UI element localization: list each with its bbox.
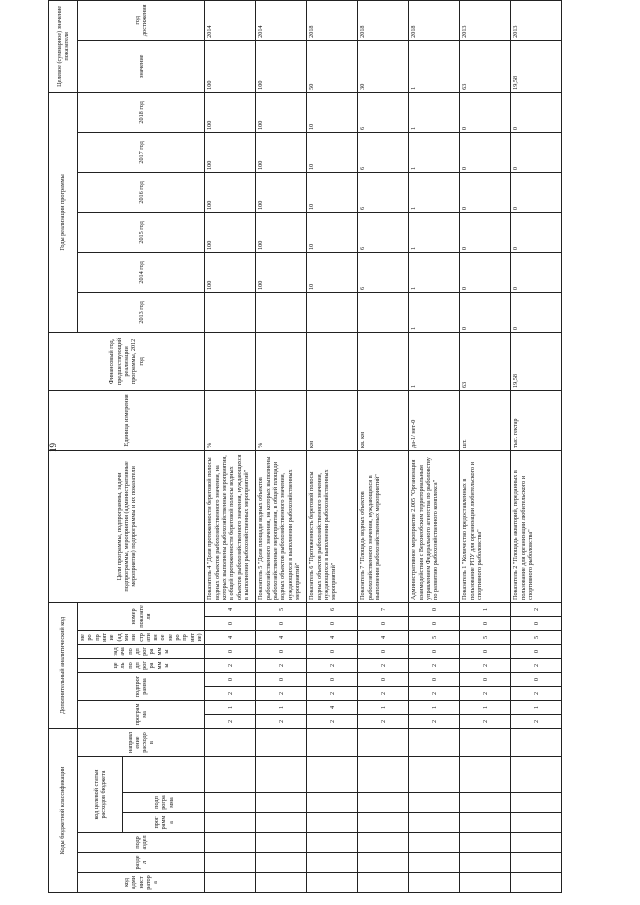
budget-col-direction: направление расходов (78, 728, 205, 756)
analytic-digit-cell: 0 (307, 644, 358, 658)
year-value-cell: 0 (511, 92, 562, 132)
budget-code-cell (307, 873, 358, 893)
analytic-digit-cell: 1 (511, 700, 562, 714)
prev-year-cell (205, 332, 256, 390)
analytic-digit-cell: 5 (511, 630, 562, 644)
year-value-cell: 1 (409, 92, 460, 132)
analytic-digit-cell: 0 (358, 644, 409, 658)
target-value-cell: 1 (409, 40, 460, 92)
analytic-col-indicator: номер показателя (78, 602, 205, 630)
analytic-digit-cell: 2 (256, 714, 307, 728)
analytic-digit-cell: 0 (511, 616, 562, 630)
budget-code-cell (358, 757, 409, 793)
year-value-cell: 6 (358, 252, 409, 292)
analytic-digit-cell: 1 (460, 602, 511, 616)
budget-code-cell (409, 757, 460, 793)
target-value-cell: 100 (256, 40, 307, 92)
target-value-cell: 19,58 (511, 40, 562, 92)
program-indicators-table (48, 0, 562, 893)
budget-col-target-article: код целевой статьи расходов бюджета (78, 757, 123, 833)
year-value-cell: 0 (460, 292, 511, 332)
year-value-cell: 10 (307, 92, 358, 132)
analytic-digit-cell: 1 (358, 700, 409, 714)
year-value-cell: 10 (307, 252, 358, 292)
year-value-cell (205, 292, 256, 332)
year-value-cell (256, 292, 307, 332)
year-value-cell: 100 (205, 212, 256, 252)
budget-code-cell (256, 873, 307, 893)
budget-col-program: программа (123, 813, 205, 833)
year-value-cell: 10 (307, 172, 358, 212)
analytic-digit-cell: 0 (205, 672, 256, 686)
analytic-digit-cell: 2 (511, 602, 562, 616)
budget-col-subprogram: подпрограмма (123, 793, 205, 813)
year-value-cell: 0 (511, 172, 562, 212)
year-value-cell: 100 (205, 172, 256, 212)
budget-code-cell (460, 757, 511, 793)
budget-code-cell (409, 728, 460, 756)
table-row (205, 0, 256, 892)
year-2015-header: 2015 год (78, 212, 205, 252)
budget-col-section: раздел (78, 853, 205, 873)
unit-cell: км (307, 390, 358, 450)
year-value-cell: 0 (511, 132, 562, 172)
page-number: 19 (48, 443, 58, 452)
prev-year-cell: 19,58 (511, 332, 562, 390)
analytic-digit-cell: 2 (358, 658, 409, 672)
unit-header: Единица измерения (49, 390, 205, 450)
budget-code-cell (256, 833, 307, 853)
analytic-digit-cell: 0 (511, 672, 562, 686)
analytic-digit-cell: 5 (256, 602, 307, 616)
analytic-digit-cell: 2 (409, 658, 460, 672)
year-value-cell: 0 (460, 212, 511, 252)
unit-cell: кв. км (358, 390, 409, 450)
target-value-cell: 100 (205, 40, 256, 92)
analytic-digit-cell: 4 (205, 602, 256, 616)
target-year-cell: 2018 (409, 0, 460, 40)
year-value-cell (358, 292, 409, 332)
analytic-digit-cell: 2 (409, 686, 460, 700)
budget-code-cell (511, 757, 562, 793)
budget-code-cell (205, 793, 256, 813)
budget-code-cell (307, 793, 358, 813)
analytic-digit-cell: 0 (256, 672, 307, 686)
indicator-text: Показатель 7 "Площадь водных объектов рыбохозяйственного значения, нуждающихся в выполнении рыбохозяйственных мероприятий" (358, 450, 409, 602)
year-value-cell: 6 (358, 92, 409, 132)
year-value-cell: 10 (307, 132, 358, 172)
budget-code-cell (307, 728, 358, 756)
indicator-text: Показатель 5 "Доля площади водных объектов рыбохозяйственного значения, на которых выполнены рыбохозяйственные мероприятия, в общей площади водных объектов рыбохозяйственного значения, нуждающихся в выполнении рыбохозяйственных мероприятий" (256, 450, 307, 602)
analytic-col-goal: цель подпрограммы (78, 658, 205, 672)
year-value-cell: 1 (409, 172, 460, 212)
budget-code-cell (511, 813, 562, 833)
year-value-cell: 0 (460, 92, 511, 132)
year-2016-header: 2016 год (78, 172, 205, 212)
budget-code-cell (205, 728, 256, 756)
indicator-text: Показатель 6 "Протяженность береговой полосы водных объектов рыбохозяйственного значения, нуждающихся в выполнении рыбохозяйственных мероприятий" (307, 450, 358, 602)
target-value-header: значение (78, 40, 205, 92)
analytic-digit-cell: 0 (409, 616, 460, 630)
analytic-code-header: Дополнительный аналитический код (49, 602, 78, 728)
analytic-digit-cell: 2 (205, 658, 256, 672)
table-row (460, 0, 511, 892)
year-2017-header: 2017 год (78, 132, 205, 172)
analytic-digit-cell: 4 (358, 630, 409, 644)
analytic-digit-cell: 1 (205, 700, 256, 714)
target-value-cell: 50 (307, 40, 358, 92)
analytic-digit-cell: 0 (460, 672, 511, 686)
analytic-digit-cell: 2 (460, 714, 511, 728)
analytic-digit-cell: 0 (409, 602, 460, 616)
budget-code-cell (358, 873, 409, 893)
analytic-digit-cell: 4 (205, 630, 256, 644)
year-value-cell: 100 (256, 172, 307, 212)
analytic-digit-cell: 2 (511, 686, 562, 700)
year-value-cell: 0 (511, 212, 562, 252)
analytic-digit-cell: 2 (511, 658, 562, 672)
year-value-cell: 100 (205, 252, 256, 292)
budget-code-cell (511, 873, 562, 893)
analytic-digit-cell: 0 (460, 644, 511, 658)
table-row (511, 0, 562, 892)
budget-classification-header: Коды бюджетной классификации (49, 728, 78, 892)
indicator-text: Показатель 4 "Доля протяженности береговой полосы водных объектов рыбохозяйственного значения, на которых выполнены рыбохозяйственные мероприятия, в общей протяженности береговой полосы водных объектов рыбохозяйственного значения, нуждающихся в выполнении рыбохозяйственных мероприятий" (205, 450, 256, 602)
unit-cell: да-1/ нет-0 (409, 390, 460, 450)
budget-code-cell (358, 793, 409, 813)
year-value-cell: 0 (511, 252, 562, 292)
budget-col-subsection: подраздел (78, 833, 205, 853)
analytic-digit-cell: 5 (409, 630, 460, 644)
budget-code-cell (256, 793, 307, 813)
indicator-text: Показатель 1 "Количество предоставленных в пользование РПУ для организации любительского и спортивного рыболовства" (460, 450, 511, 602)
budget-code-cell (307, 757, 358, 793)
year-value-cell: 100 (205, 92, 256, 132)
analytic-digit-cell: 0 (358, 672, 409, 686)
target-group-header: Целевое (суммарное) значение показателя (49, 0, 78, 92)
analytic-digit-cell: 2 (460, 686, 511, 700)
analytic-digit-cell: 2 (307, 658, 358, 672)
budget-code-cell (358, 813, 409, 833)
budget-code-cell (256, 757, 307, 793)
analytic-digit-cell: 1 (409, 700, 460, 714)
year-value-cell: 100 (205, 132, 256, 172)
year-value-cell (307, 292, 358, 332)
budget-code-cell (358, 853, 409, 873)
analytic-digit-cell: 4 (307, 700, 358, 714)
budget-code-cell (307, 833, 358, 853)
budget-code-cell (358, 833, 409, 853)
prev-year-cell (307, 332, 358, 390)
budget-code-cell (409, 853, 460, 873)
analytic-digit-cell: 2 (307, 714, 358, 728)
budget-code-cell (256, 853, 307, 873)
analytic-digit-cell: 0 (358, 616, 409, 630)
year-value-cell: 1 (409, 212, 460, 252)
analytic-digit-cell: 5 (460, 630, 511, 644)
year-value-cell: 100 (256, 92, 307, 132)
analytic-digit-cell: 2 (256, 658, 307, 672)
analytic-digit-cell: 0 (307, 672, 358, 686)
budget-code-cell (358, 728, 409, 756)
analytic-digit-cell: 2 (358, 686, 409, 700)
indicator-text: Показатель 2 "Площадь акваторий, переданных в пользование для организации любительского и спортивного рыболовства" (511, 450, 562, 602)
budget-code-cell (460, 793, 511, 813)
budget-code-cell (511, 793, 562, 813)
year-value-cell: 0 (460, 132, 511, 172)
year-value-cell: 0 (511, 292, 562, 332)
unit-cell: % (256, 390, 307, 450)
budget-code-cell (460, 853, 511, 873)
rotated-table-container (48, 4, 616, 893)
budget-code-cell (205, 853, 256, 873)
budget-code-cell (511, 833, 562, 853)
budget-code-cell (409, 873, 460, 893)
year-2013-header: 2013 год (78, 292, 205, 332)
budget-code-cell (205, 757, 256, 793)
budget-code-cell (511, 728, 562, 756)
target-year-cell: 2013 (460, 0, 511, 40)
target-year-cell: 2014 (256, 0, 307, 40)
year-value-cell: 100 (256, 132, 307, 172)
prev-year-cell (358, 332, 409, 390)
analytic-digit-cell: 2 (307, 686, 358, 700)
prev-year-header: Финансовый год, предшествующий реализации программы, 2012 год (49, 332, 205, 390)
budget-code-cell (307, 813, 358, 833)
budget-code-cell (256, 728, 307, 756)
analytic-digit-cell: 6 (307, 602, 358, 616)
target-value-cell: 30 (358, 40, 409, 92)
unit-cell: % (205, 390, 256, 450)
budget-code-cell (307, 853, 358, 873)
analytic-col-program: программа (78, 700, 205, 728)
budget-code-cell (205, 813, 256, 833)
year-value-cell: 100 (256, 212, 307, 252)
budget-code-cell (256, 813, 307, 833)
analytic-digit-cell: 0 (256, 644, 307, 658)
prev-year-cell: 1 (409, 332, 460, 390)
analytic-digit-cell: 0 (409, 672, 460, 686)
analytic-col-event: мероприятие (административное мероприятие) (78, 630, 205, 644)
year-value-cell: 1 (409, 132, 460, 172)
year-value-cell: 0 (460, 252, 511, 292)
analytic-digit-cell: 0 (409, 644, 460, 658)
year-value-cell: 6 (358, 212, 409, 252)
unit-cell: тыс. гектар (511, 390, 562, 450)
analytic-digit-cell: 2 (358, 714, 409, 728)
target-year-header: год достижения (78, 0, 205, 40)
target-year-cell: 2018 (358, 0, 409, 40)
analytic-digit-cell: 2 (511, 714, 562, 728)
table-row (307, 0, 358, 892)
prev-year-cell: 63 (460, 332, 511, 390)
prev-year-cell (256, 332, 307, 390)
analytic-col-task: задача подпрограммы (78, 644, 205, 658)
analytic-digit-cell: 2 (205, 714, 256, 728)
year-value-cell: 10 (307, 212, 358, 252)
target-value-cell: 63 (460, 40, 511, 92)
analytic-digit-cell: 1 (460, 700, 511, 714)
budget-code-cell (409, 833, 460, 853)
budget-code-cell (460, 728, 511, 756)
unit-cell: шт. (460, 390, 511, 450)
budget-col-admin: код администратора (78, 873, 205, 893)
year-value-cell: 6 (358, 132, 409, 172)
budget-code-cell (205, 833, 256, 853)
table-row (256, 0, 307, 892)
target-year-cell: 2018 (307, 0, 358, 40)
analytic-digit-cell: 0 (511, 644, 562, 658)
analytic-digit-cell: 7 (358, 602, 409, 616)
analytic-digit-cell: 2 (409, 714, 460, 728)
target-year-cell: 2014 (205, 0, 256, 40)
years-group-header: Годы реализации программы (49, 92, 78, 332)
year-value-cell: 1 (409, 252, 460, 292)
analytic-digit-cell: 1 (256, 700, 307, 714)
budget-code-cell (460, 833, 511, 853)
year-value-cell: 1 (409, 292, 460, 332)
target-year-cell: 2013 (511, 0, 562, 40)
analytic-col-subprogram: подпрограмма (78, 672, 205, 700)
table-row (358, 0, 409, 892)
budget-code-cell (460, 873, 511, 893)
budget-code-cell (205, 873, 256, 893)
analytic-digit-cell: 4 (307, 630, 358, 644)
budget-col-blank (123, 757, 205, 793)
budget-code-cell (460, 813, 511, 833)
year-value-cell: 100 (256, 252, 307, 292)
budget-code-cell (409, 813, 460, 833)
budget-code-cell (511, 853, 562, 873)
analytic-digit-cell: 2 (256, 686, 307, 700)
year-2018-header: 2018 год (78, 92, 205, 132)
budget-code-cell (409, 793, 460, 813)
goals-header: Цели программы, подпрограммы, задачи подпрограммы, мероприятия (административные мероприятия) подпрограммы и их показатели (49, 450, 205, 602)
analytic-digit-cell: 0 (460, 616, 511, 630)
analytic-digit-cell: 2 (205, 686, 256, 700)
analytic-digit-cell: 0 (307, 616, 358, 630)
indicator-text: Административное мероприятие 2.005 "Организация взаимодействия с Верхнеобским территориальным управлением Федерального агентства по рыболовству по развитию рыбохозяйственного комплекса" (409, 450, 460, 602)
analytic-digit-cell: 2 (460, 658, 511, 672)
year-value-cell: 6 (358, 172, 409, 212)
analytic-digit-cell: 0 (205, 644, 256, 658)
year-2014-header: 2014 год (78, 252, 205, 292)
analytic-digit-cell: 0 (256, 616, 307, 630)
table-row (409, 0, 460, 892)
analytic-digit-cell: 0 (205, 616, 256, 630)
analytic-digit-cell: 4 (256, 630, 307, 644)
year-value-cell: 0 (460, 172, 511, 212)
